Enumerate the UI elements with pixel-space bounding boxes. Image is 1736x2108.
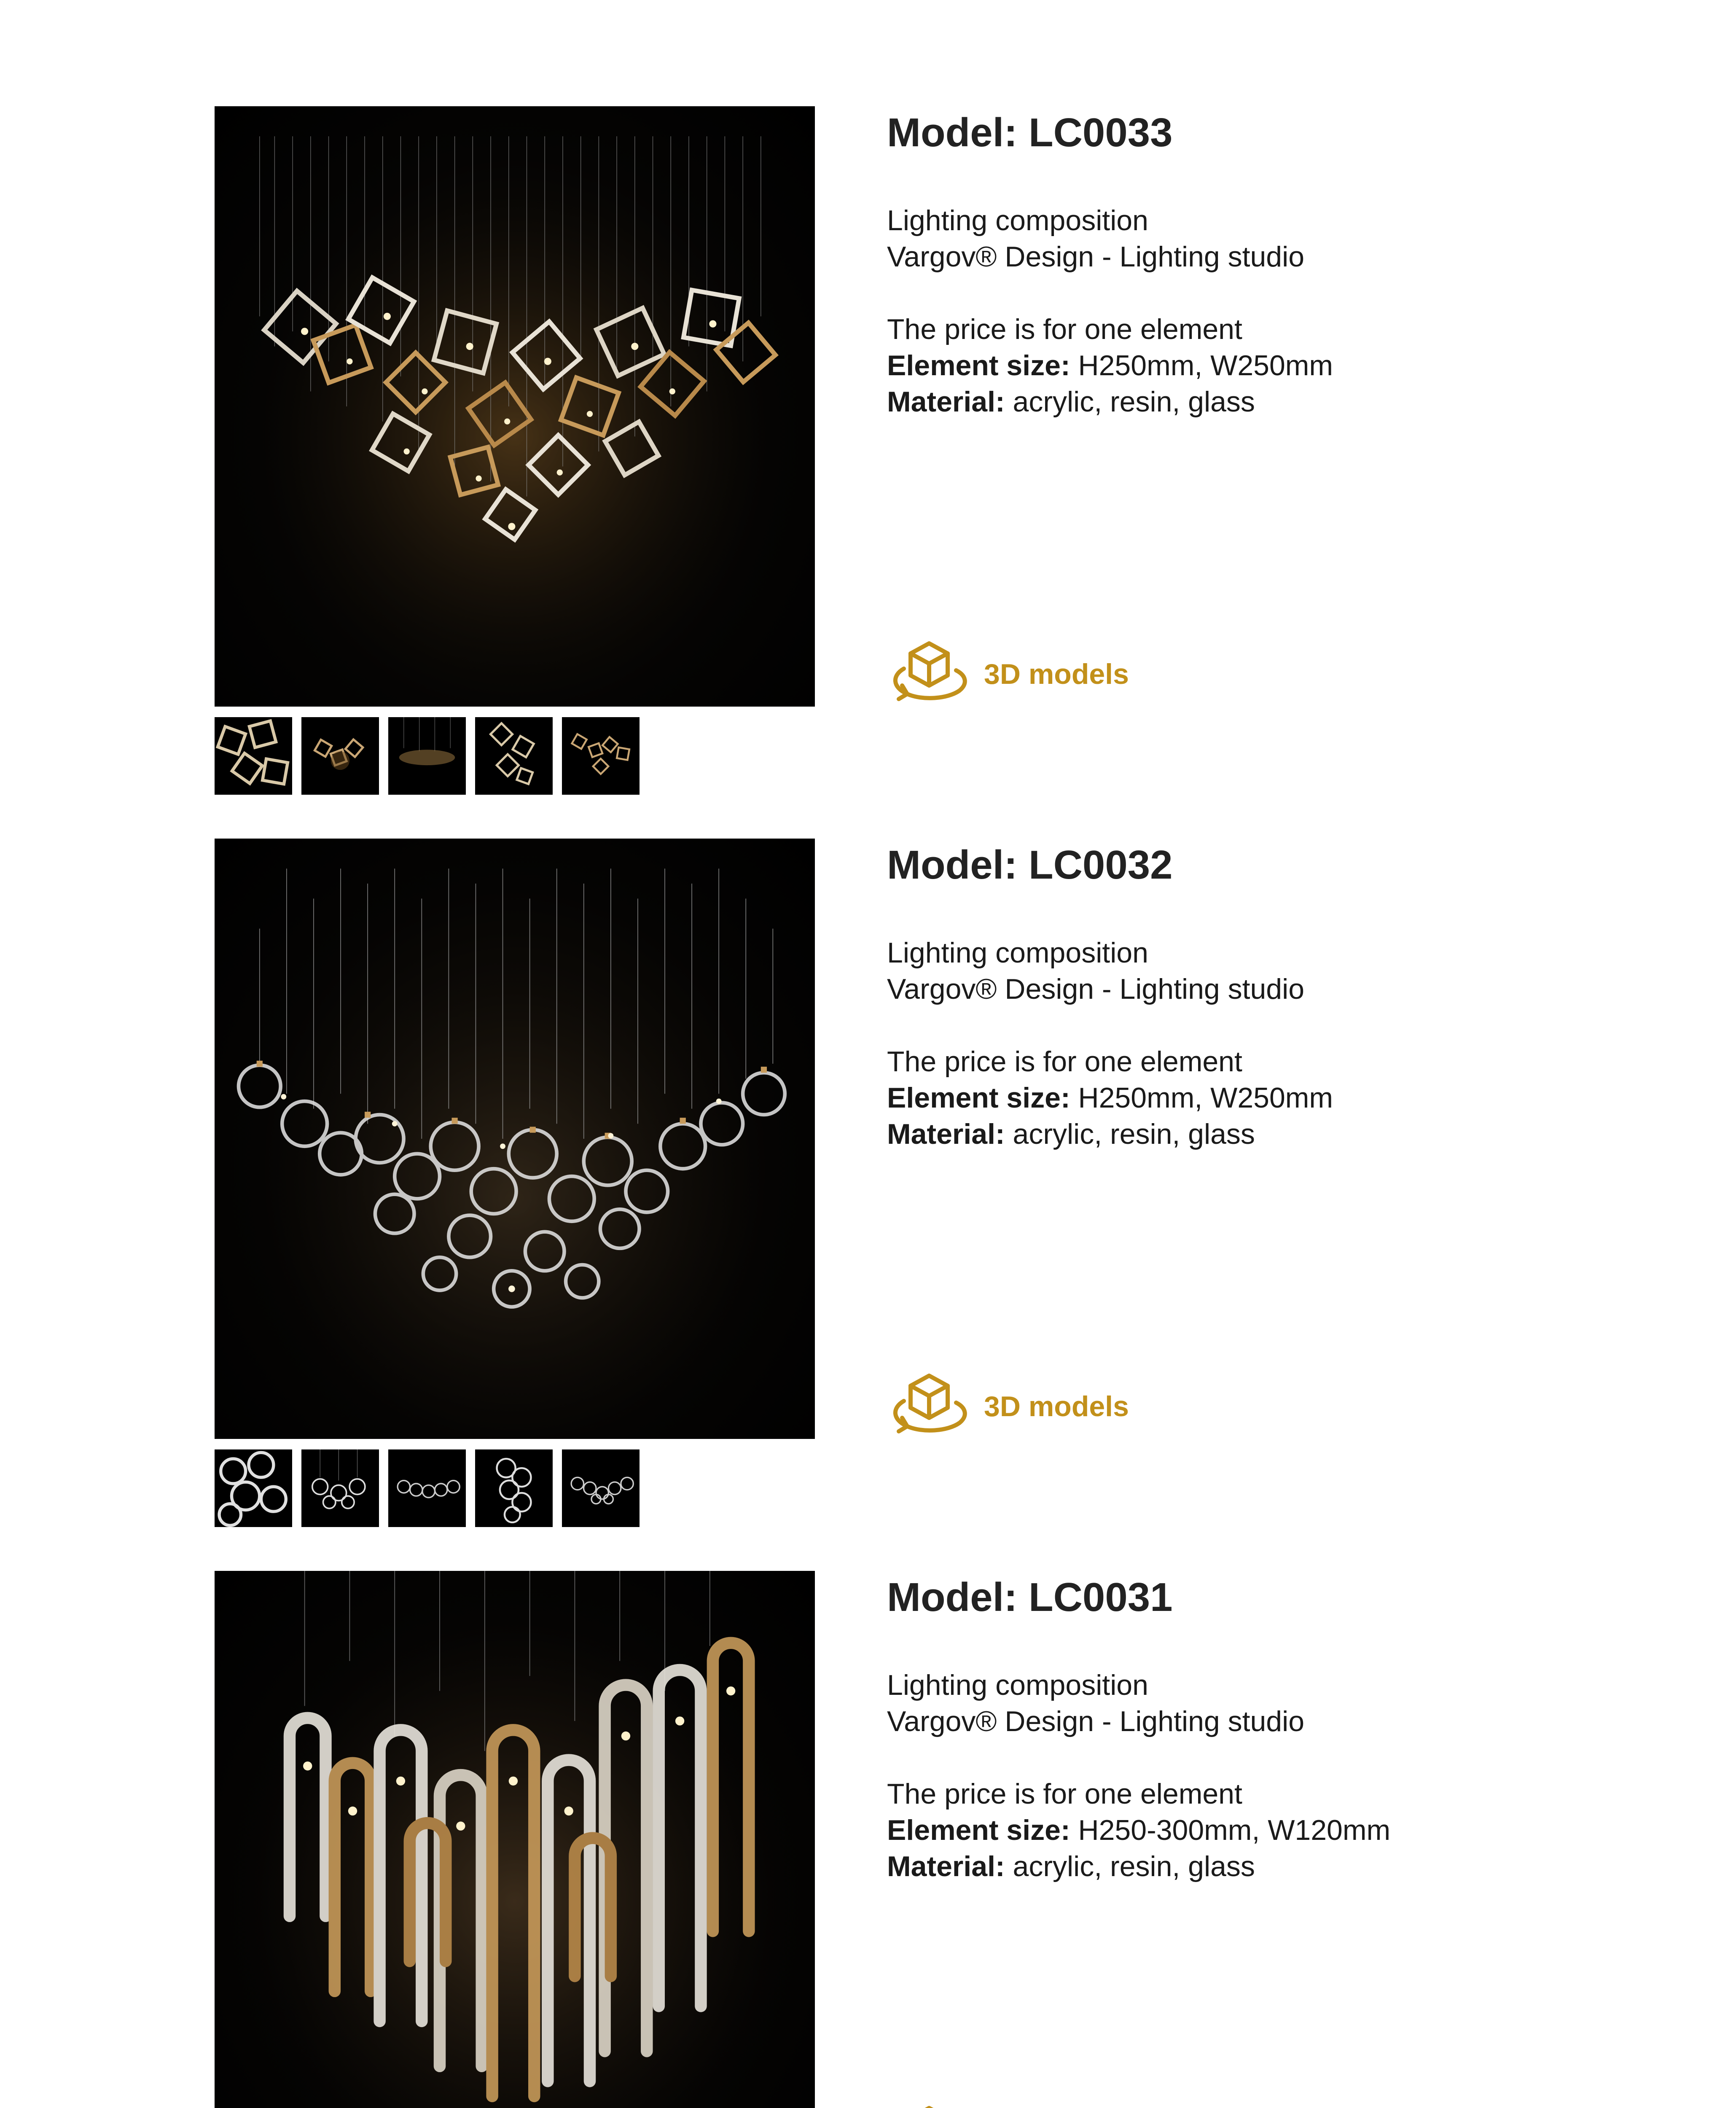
model-title: Model: LC0032 — [887, 842, 1173, 887]
material-value: acrylic, resin, glass — [1005, 386, 1255, 418]
product-description — [887, 202, 1333, 420]
material-value: acrylic, resin, glass — [1005, 1118, 1255, 1150]
element-size-value: H250-300mm, W120mm — [1070, 1814, 1391, 1846]
model-title: Model: LC0033 — [887, 110, 1173, 155]
element-size-label: Element size: — [887, 350, 1070, 382]
studio-line: Vargov® Design - Lighting studio — [887, 241, 1305, 273]
price-note: The price is for one element — [887, 1046, 1242, 1078]
product-lc0032 — [0, 839, 1736, 1572]
thumbnail[interactable] — [475, 1449, 553, 1527]
product-description — [887, 935, 1333, 1152]
product-image-main[interactable] — [215, 1571, 815, 2108]
thumbnail[interactable] — [301, 1449, 379, 1527]
thumbnail[interactable] — [301, 717, 379, 795]
3d-models-link[interactable] — [887, 1371, 1129, 1442]
3d-cube-rotate-icon — [887, 2103, 971, 2108]
product-description — [887, 1667, 1390, 1885]
product-lc0033 — [0, 106, 1736, 840]
3d-models-label: 3D models — [984, 658, 1129, 690]
3d-models-link[interactable] — [887, 2103, 1129, 2108]
element-size-label: Element size: — [887, 1082, 1070, 1114]
material-label: Material: — [887, 1850, 1005, 1882]
model-title: Model: LC0031 — [887, 1575, 1173, 1620]
chandelier-tubes-illustration — [215, 1571, 815, 2108]
chandelier-rings-illustration — [215, 839, 815, 1439]
description-line: Lighting composition — [887, 1669, 1148, 1701]
element-size-row — [887, 1080, 1333, 1116]
thumbnail-strip — [215, 717, 815, 795]
thumbnail[interactable] — [388, 1449, 466, 1527]
price-note: The price is for one element — [887, 1778, 1242, 1810]
element-size-value: H250mm, W250mm — [1070, 350, 1333, 382]
material-row — [887, 1116, 1333, 1152]
thumbnail[interactable] — [388, 717, 466, 795]
3d-models-label: 3D models — [984, 1390, 1129, 1422]
3d-models-link[interactable] — [887, 638, 1129, 710]
product-image-main[interactable] — [215, 839, 815, 1439]
element-size-label: Element size: — [887, 1814, 1070, 1846]
material-label: Material: — [887, 386, 1005, 418]
element-size-row — [887, 1812, 1390, 1848]
chandelier-squares-illustration — [215, 106, 815, 707]
thumbnail[interactable] — [562, 717, 640, 795]
material-label: Material: — [887, 1118, 1005, 1150]
thumbnail[interactable] — [475, 717, 553, 795]
thumbnail[interactable] — [562, 1449, 640, 1527]
thumbnail[interactable] — [215, 1449, 292, 1527]
product-lc0031 — [0, 1571, 1736, 2108]
element-size-value: H250mm, W250mm — [1070, 1082, 1333, 1114]
3d-cube-rotate-icon — [887, 1371, 971, 1442]
studio-line: Vargov® Design - Lighting studio — [887, 973, 1305, 1005]
studio-line: Vargov® Design - Lighting studio — [887, 1705, 1305, 1737]
product-image-main[interactable] — [215, 106, 815, 707]
description-line: Lighting composition — [887, 204, 1148, 237]
material-value: acrylic, resin, glass — [1005, 1850, 1255, 1882]
3d-cube-rotate-icon — [887, 638, 971, 710]
price-note: The price is for one element — [887, 313, 1242, 345]
description-line: Lighting composition — [887, 937, 1148, 969]
element-size-row — [887, 347, 1333, 384]
thumbnail-strip — [215, 1449, 815, 1527]
thumbnail[interactable] — [215, 717, 292, 795]
material-row — [887, 384, 1333, 420]
material-row — [887, 1848, 1390, 1885]
